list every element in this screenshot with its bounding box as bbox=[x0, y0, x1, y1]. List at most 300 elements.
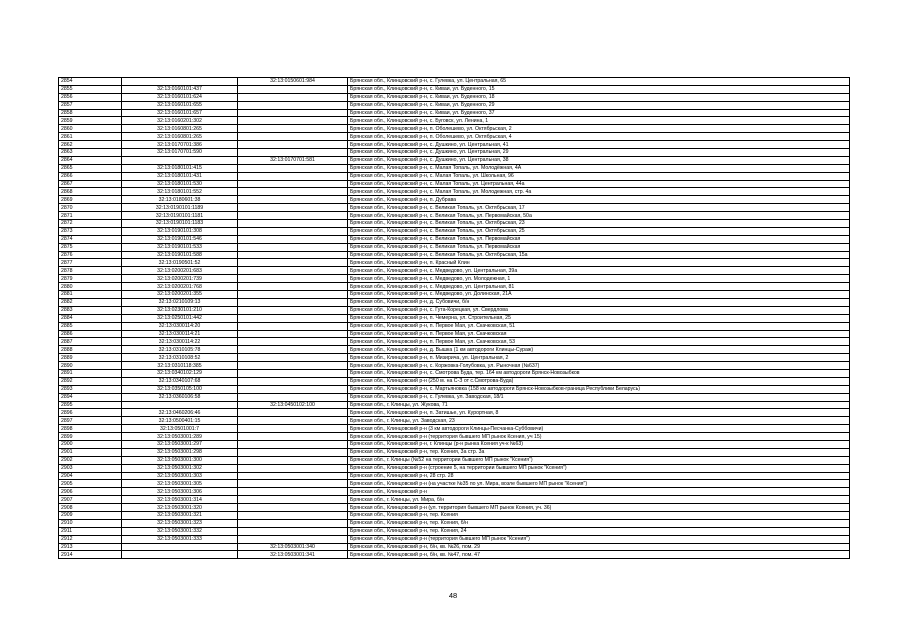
cadastral-number-alt-cell bbox=[238, 362, 348, 370]
table-row bbox=[59, 149, 850, 157]
cadastral-number-alt-cell bbox=[238, 227, 348, 235]
row-number-cell: 2857 bbox=[59, 101, 122, 109]
row-number-cell: 2861 bbox=[59, 133, 122, 141]
table-row bbox=[59, 322, 850, 330]
cadastral-number-cell: 32:13:0180101:552 bbox=[122, 188, 238, 196]
table-row bbox=[59, 188, 850, 196]
cadastral-number-cell bbox=[122, 551, 238, 559]
table-row bbox=[59, 417, 850, 425]
row-number-cell: 2909 bbox=[59, 511, 122, 519]
address-cell: Брянская обл., Клинцовский р-н, с. Медведово, ул. Молодежная, 1 bbox=[348, 275, 850, 283]
row-number-cell: 2885 bbox=[59, 322, 122, 330]
cadastral-number-alt-cell bbox=[238, 283, 348, 291]
cadastral-number-alt-cell bbox=[238, 306, 348, 314]
row-number-cell: 2896 bbox=[59, 409, 122, 417]
table-row bbox=[59, 235, 850, 243]
cadastral-number-cell: 32:13:0160801:265 bbox=[122, 125, 238, 133]
address-cell: Брянская обл., Клинцовский р-н (3 км автодороги Клинцы-Песчанка-Суббовичи) bbox=[348, 425, 850, 433]
row-number-cell: 2904 bbox=[59, 472, 122, 480]
cadastral-number-cell: 32:13:0190101:1183 bbox=[122, 220, 238, 228]
cadastral-number-alt-cell bbox=[238, 480, 348, 488]
page-number: 48 bbox=[448, 591, 458, 600]
table-row bbox=[59, 125, 850, 133]
cadastral-number-alt-cell bbox=[238, 433, 348, 441]
table-row bbox=[59, 535, 850, 543]
row-number-cell: 2860 bbox=[59, 125, 122, 133]
row-number-cell: 2889 bbox=[59, 354, 122, 362]
cadastral-number-cell: 32:13:0230101:210 bbox=[122, 306, 238, 314]
cadastral-number-alt-cell bbox=[238, 93, 348, 101]
cadastral-number-alt-cell bbox=[238, 133, 348, 141]
cadastral-number-cell: 32:13:0503001:320 bbox=[122, 504, 238, 512]
cadastral-number-cell bbox=[122, 401, 238, 409]
table-row bbox=[59, 212, 850, 220]
table-row bbox=[59, 243, 850, 251]
table-row bbox=[59, 251, 850, 259]
address-cell: Брянская обл., Клинцовский р-н, с. Душкино, ул. Центральная, 29 bbox=[348, 149, 850, 157]
cadastral-number-cell: 32:13:0340107:68 bbox=[122, 377, 238, 385]
cadastral-number-alt-cell bbox=[238, 464, 348, 472]
cadastral-number-alt-cell: 32:13:0503001:341 bbox=[238, 551, 348, 559]
row-number-cell: 2871 bbox=[59, 212, 122, 220]
cadastral-number-alt-cell bbox=[238, 535, 348, 543]
table-row bbox=[59, 330, 850, 338]
table-row bbox=[59, 180, 850, 188]
address-cell: Брянская обл., Клинцовский р-н, с. Медведово, ул. Долинская, 21А bbox=[348, 291, 850, 299]
table-row bbox=[59, 172, 850, 180]
table-row bbox=[59, 519, 850, 527]
cadastral-number-alt-cell bbox=[238, 330, 348, 338]
table-row bbox=[59, 401, 850, 409]
row-number-cell: 2876 bbox=[59, 251, 122, 259]
row-number-cell: 2866 bbox=[59, 172, 122, 180]
address-cell: Брянская обл., Клинцовский р-н, тер. Ксения bbox=[348, 511, 850, 519]
cadastral-number-alt-cell bbox=[238, 212, 348, 220]
cadastral-number-cell: 32:13:0160801:265 bbox=[122, 133, 238, 141]
cadastral-number-cell: 32:13:0503001:303 bbox=[122, 472, 238, 480]
address-cell: Брянская обл., Клинцовский р-н, д. Вышка (1 км автодороги Клинцы-Сураж) bbox=[348, 346, 850, 354]
row-number-cell: 2900 bbox=[59, 440, 122, 448]
cadastral-number-alt-cell bbox=[238, 354, 348, 362]
row-number-cell: 2864 bbox=[59, 156, 122, 164]
cadastral-number-cell: 32:13:0190101:588 bbox=[122, 251, 238, 259]
address-cell: Брянская обл., г. Клинцы, ул. Заводская, 23 bbox=[348, 417, 850, 425]
table-row bbox=[59, 440, 850, 448]
cadastral-number-alt-cell bbox=[238, 275, 348, 283]
cadastral-number-cell: 32:13:0190101:546 bbox=[122, 235, 238, 243]
row-number-cell: 2894 bbox=[59, 393, 122, 401]
table-row bbox=[59, 133, 850, 141]
address-cell: Брянская обл., Клинцовский р-н, тер. Ксения, б/н bbox=[348, 519, 850, 527]
table-row bbox=[59, 78, 850, 86]
cadastral-number-cell: 32:13:0503001:305 bbox=[122, 480, 238, 488]
table-row bbox=[59, 480, 850, 488]
address-cell: Брянская обл., Клинцовский р-н, п. Оболешево, ул. Октябрьская, 2 bbox=[348, 125, 850, 133]
row-number-cell: 2893 bbox=[59, 385, 122, 393]
address-cell: Брянская обл., Клинцовский р-н (строение 5, на территории бывшего МП рынок "Ксения") bbox=[348, 464, 850, 472]
cadastral-number-alt-cell bbox=[238, 243, 348, 251]
address-cell: Брянская обл., Клинцовский р-н, с. Великая Топаль, ул. Октябрьская, 15а bbox=[348, 251, 850, 259]
cadastral-number-cell: 32:13:0190101:1181 bbox=[122, 212, 238, 220]
cadastral-number-cell: 32:13:0300114:21 bbox=[122, 330, 238, 338]
cadastral-number-alt-cell bbox=[238, 377, 348, 385]
address-cell: Брянская обл., Клинцовский р-н, с. Душкино, ул. Центральная, 38 bbox=[348, 156, 850, 164]
table-row bbox=[59, 314, 850, 322]
address-cell: Брянская обл., Клинцовский р-н, с. Малая Топаль, ул. Центральная, 44а bbox=[348, 180, 850, 188]
row-number-cell: 2868 bbox=[59, 188, 122, 196]
cadastral-number-cell: 32:13:0360106:58 bbox=[122, 393, 238, 401]
row-number-cell: 2859 bbox=[59, 117, 122, 125]
address-cell: Брянская обл., Клинцовский р-н, с. Великая Топаль, ул. Октябрьская, 23 bbox=[348, 220, 850, 228]
cadastral-number-alt-cell bbox=[238, 101, 348, 109]
cadastral-number-cell: 32:13:0170701:590 bbox=[122, 149, 238, 157]
row-number-cell: 2898 bbox=[59, 425, 122, 433]
address-cell: Брянская обл., Клинцовский р-н, п. Первое Мая, ул. Скачковская, 51 bbox=[348, 322, 850, 330]
row-number-cell: 2865 bbox=[59, 164, 122, 172]
cadastral-number-alt-cell bbox=[238, 417, 348, 425]
row-number-cell: 2869 bbox=[59, 196, 122, 204]
cadastral-number-cell: 32:13:0160101:624 bbox=[122, 93, 238, 101]
cadastral-number-alt-cell bbox=[238, 314, 348, 322]
table-row bbox=[59, 259, 850, 267]
table-row bbox=[59, 527, 850, 535]
row-number-cell: 2908 bbox=[59, 504, 122, 512]
table-row bbox=[59, 425, 850, 433]
cadastral-number-cell: 32:13:0180101:415 bbox=[122, 164, 238, 172]
row-number-cell: 2875 bbox=[59, 243, 122, 251]
address-cell: Брянская обл., Клинцовский р-н, п. Затишье, ул. Курортная, 8 bbox=[348, 409, 850, 417]
cadastral-number-cell: 32:13:0503001:300 bbox=[122, 456, 238, 464]
cadastral-number-cell: 32:13:0190101:533 bbox=[122, 243, 238, 251]
row-number-cell: 2863 bbox=[59, 149, 122, 157]
cadastral-number-cell: 32:13:0250101:442 bbox=[122, 314, 238, 322]
cadastral-number-cell: 32:13:0503001:306 bbox=[122, 488, 238, 496]
cadastral-number-cell bbox=[122, 543, 238, 551]
row-number-cell: 2882 bbox=[59, 298, 122, 306]
cadastral-number-alt-cell bbox=[238, 109, 348, 117]
row-number-cell: 2902 bbox=[59, 456, 122, 464]
row-number-cell: 2903 bbox=[59, 464, 122, 472]
table-row bbox=[59, 267, 850, 275]
table-row bbox=[59, 551, 850, 559]
cadastral-number-cell: 32:13:0350105:100 bbox=[122, 385, 238, 393]
address-cell: Брянская обл., Клинцовский р-н (территория бывшего МП рынок "Ксения") bbox=[348, 535, 850, 543]
address-cell: Брянская обл., Клинцовский р-н, с. Коржовка-Голубовка, ул. Рыночная (№637) bbox=[348, 362, 850, 370]
row-number-cell: 2883 bbox=[59, 306, 122, 314]
table-row bbox=[59, 504, 850, 512]
row-number-cell: 2914 bbox=[59, 551, 122, 559]
address-cell: Брянская обл., Клинцовский р-н bbox=[348, 488, 850, 496]
table-row bbox=[59, 488, 850, 496]
cadastral-number-cell bbox=[122, 78, 238, 86]
table-row bbox=[59, 511, 850, 519]
address-cell: Брянская обл., Клинцовский р-н, с. Малая Топаль, ул. Школьная, 96 bbox=[348, 172, 850, 180]
address-cell: Брянская обл., Клинцовский р-н, с. Медведово, ул. Центральная, 81 bbox=[348, 283, 850, 291]
row-number-cell: 2880 bbox=[59, 283, 122, 291]
address-cell: Брянская обл., Клинцовский р-н, с. Малая Топаль, ул. Молодёжная, 4А bbox=[348, 164, 850, 172]
row-number-cell: 2886 bbox=[59, 330, 122, 338]
row-number-cell: 2877 bbox=[59, 259, 122, 267]
cadastral-number-cell: 32:13:0190101:1189 bbox=[122, 204, 238, 212]
cadastral-number-cell: 32:13:0190101:308 bbox=[122, 227, 238, 235]
address-cell: Брянская обл., Клинцовский р-н, с. Киваи, ул. Буденного, 15 bbox=[348, 85, 850, 93]
cadastral-number-cell: 32:13:0503001:314 bbox=[122, 496, 238, 504]
cadastral-number-alt-cell bbox=[238, 425, 348, 433]
address-cell: Брянская обл., Клинцовский р-н, с. Великая Топаль, ул. Октябрьская, 25 bbox=[348, 227, 850, 235]
address-cell: Брянская обл., Клинцовский р-н, п. Дубрава bbox=[348, 196, 850, 204]
address-cell: Брянская обл., Клинцовский р-н, с. Киваи, ул. Буденного, 18 bbox=[348, 93, 850, 101]
row-number-cell: 2890 bbox=[59, 362, 122, 370]
address-cell: Брянская обл., Клинцовский р-н, б/н, кв. №47, пом. 47 bbox=[348, 551, 850, 559]
cadastral-number-alt-cell bbox=[238, 220, 348, 228]
table-row bbox=[59, 156, 850, 164]
cadastral-number-alt-cell bbox=[238, 164, 348, 172]
address-cell: Брянская обл., Клинцовский р-н, г. Клинцы (р-н рынка Ксения уч-к №63) bbox=[348, 440, 850, 448]
cadastral-number-alt-cell bbox=[238, 267, 348, 275]
table-row bbox=[59, 93, 850, 101]
cadastral-number-cell: 32:13:0200201:768 bbox=[122, 283, 238, 291]
row-number-cell: 2910 bbox=[59, 519, 122, 527]
row-number-cell: 2874 bbox=[59, 235, 122, 243]
address-cell: Брянская обл., Клинцовский р-н, с. Великая Топаль, ул. Первомайская, 50а bbox=[348, 212, 850, 220]
table-row bbox=[59, 433, 850, 441]
cadastral-number-alt-cell bbox=[238, 235, 348, 243]
table-row bbox=[59, 275, 850, 283]
row-number-cell: 2881 bbox=[59, 291, 122, 299]
row-number-cell: 2884 bbox=[59, 314, 122, 322]
cadastral-number-cell: 32:13:0200201:739 bbox=[122, 275, 238, 283]
cadastral-number-alt-cell: 32:13:0503001:340 bbox=[238, 543, 348, 551]
address-cell: Брянская обл., г. Клинцы (№52 на территории бывшего МП рынок "Ксения") bbox=[348, 456, 850, 464]
table-row bbox=[59, 362, 850, 370]
cadastral-number-alt-cell: 32:13:0170701:581 bbox=[238, 156, 348, 164]
row-number-cell: 2873 bbox=[59, 227, 122, 235]
row-number-cell: 2905 bbox=[59, 480, 122, 488]
table-row bbox=[59, 141, 850, 149]
cadastral-number-alt-cell bbox=[238, 472, 348, 480]
cadastral-number-alt-cell bbox=[238, 393, 348, 401]
address-cell: Брянская обл., Клинцовский р-н, с. Гулевка, ул. Центральная, 65 bbox=[348, 78, 850, 86]
table-row bbox=[59, 543, 850, 551]
cadastral-number-alt-cell bbox=[238, 298, 348, 306]
address-cell: Брянская обл., Клинцовский р-н, п. Первое Мая, ул. Скачковская bbox=[348, 330, 850, 338]
cadastral-number-cell: 32:13:0503001:297 bbox=[122, 440, 238, 448]
address-cell: Брянская обл., Клинцовский р-н, с. Великая Топаль, ул. Первомайская bbox=[348, 243, 850, 251]
cadastral-number-cell: 32:13:0200201:355 bbox=[122, 291, 238, 299]
cadastral-number-alt-cell bbox=[238, 172, 348, 180]
cadastral-number-alt-cell bbox=[238, 204, 348, 212]
cadastral-number-alt-cell bbox=[238, 338, 348, 346]
address-cell: Брянская обл., Клинцовский р-н, с. Гулевка, ул. Заводская, 18/1 bbox=[348, 393, 850, 401]
cadastral-number-alt-cell bbox=[238, 385, 348, 393]
cadastral-number-cell: 32:13:0180101:431 bbox=[122, 172, 238, 180]
cadastral-number-cell: 32:13:0160101:657 bbox=[122, 109, 238, 117]
address-cell: Брянская обл., Клинцовский р-н, п. Оболешево, ул. Октябрьская, 4 bbox=[348, 133, 850, 141]
cadastral-number-cell bbox=[122, 156, 238, 164]
table-row bbox=[59, 204, 850, 212]
address-cell: Брянская обл., Клинцовский р-н, с. Великая Топаль, ул. Октябрьская, 17 bbox=[348, 204, 850, 212]
cadastral-number-alt-cell bbox=[238, 149, 348, 157]
table-row bbox=[59, 117, 850, 125]
address-cell: Брянская обл., Клинцовский р-н, с. Медведово, ул. Центральная, 39а bbox=[348, 267, 850, 275]
table-row bbox=[59, 109, 850, 117]
row-number-cell: 2862 bbox=[59, 141, 122, 149]
address-cell: Брянская обл., Клинцовский р-н, с. Мартьяновка (158 км автодороги Брянск-Новозыбков-граница Республики Беларусь) bbox=[348, 385, 850, 393]
address-cell: Брянская обл., Клинцовский р-н, с. Буговск, ул. Ленина, 1 bbox=[348, 117, 850, 125]
address-cell: Брянская обл., Клинцовский р-н, с. Гута-Корецкая, ул. Свердлова bbox=[348, 306, 850, 314]
row-number-cell: 2872 bbox=[59, 220, 122, 228]
row-number-cell: 2907 bbox=[59, 496, 122, 504]
cadastral-number-alt-cell bbox=[238, 196, 348, 204]
table-row bbox=[59, 456, 850, 464]
row-number-cell: 2897 bbox=[59, 417, 122, 425]
address-cell: Брянская обл., Клинцовский р-н (ул. территория бывшего МП рынок Ксения, уч. 36) bbox=[348, 504, 850, 512]
address-cell: Брянская обл., Клинцовский р-н, с. Душкино, ул. Центральная, 41 bbox=[348, 141, 850, 149]
cadastral-number-alt-cell bbox=[238, 125, 348, 133]
cadastral-number-cell: 32:13:0503001:321 bbox=[122, 511, 238, 519]
table-row bbox=[59, 85, 850, 93]
cadastral-number-cell: 32:13:0300114:22 bbox=[122, 338, 238, 346]
cadastral-number-alt-cell bbox=[238, 180, 348, 188]
cadastral-number-cell: 32:13:0190501:52 bbox=[122, 259, 238, 267]
cadastral-number-alt-cell bbox=[238, 511, 348, 519]
address-cell: Брянская обл., Клинцовский р-н, с. Киваи, ул. Буденного, 37 bbox=[348, 109, 850, 117]
row-number-cell: 2879 bbox=[59, 275, 122, 283]
table-row bbox=[59, 196, 850, 204]
address-cell: Брянская обл., Клинцовский р-н, тер. Ксения, 24 bbox=[348, 527, 850, 535]
table-row bbox=[59, 369, 850, 377]
table-row bbox=[59, 464, 850, 472]
cadastral-number-alt-cell bbox=[238, 448, 348, 456]
row-number-cell: 2899 bbox=[59, 433, 122, 441]
cadastral-number-alt-cell bbox=[238, 496, 348, 504]
cadastral-number-alt-cell bbox=[238, 527, 348, 535]
row-number-cell: 2887 bbox=[59, 338, 122, 346]
cadastral-number-cell: 32:13:0200201:683 bbox=[122, 267, 238, 275]
row-number-cell: 2867 bbox=[59, 180, 122, 188]
registry-table bbox=[58, 77, 850, 559]
row-number-cell: 2892 bbox=[59, 377, 122, 385]
address-cell: Брянская обл., Клинцовский р-н, с. Смотрова Буда, тер. 164 км автодороги Брянск-Новозыбков bbox=[348, 369, 850, 377]
cadastral-number-alt-cell bbox=[238, 369, 348, 377]
table-row bbox=[59, 291, 850, 299]
cadastral-number-alt-cell bbox=[238, 85, 348, 93]
cadastral-number-cell: 32:13:0500401:15 bbox=[122, 417, 238, 425]
address-cell: Брянская обл., Клинцовский р-н, д. Субовичи, б/н bbox=[348, 298, 850, 306]
cadastral-number-alt-cell bbox=[238, 456, 348, 464]
row-number-cell: 2854 bbox=[59, 78, 122, 86]
cadastral-number-alt-cell: 32:13:0450102:100 bbox=[238, 401, 348, 409]
cadastral-number-cell: 32:13:0310118:385 bbox=[122, 362, 238, 370]
cadastral-number-cell: 32:13:0503001:298 bbox=[122, 448, 238, 456]
table-row bbox=[59, 220, 850, 228]
table-row bbox=[59, 448, 850, 456]
table-row bbox=[59, 377, 850, 385]
address-cell: Брянская обл., Клинцовский р-н, с. Малая Топаль, ул. Молодежная, стр. 4а bbox=[348, 188, 850, 196]
table-row bbox=[59, 164, 850, 172]
cadastral-number-cell: 32:13:0503001:302 bbox=[122, 464, 238, 472]
cadastral-number-cell: 32:13:0503001:289 bbox=[122, 433, 238, 441]
cadastral-number-cell: 32:13:0503001:333 bbox=[122, 535, 238, 543]
row-number-cell: 2878 bbox=[59, 267, 122, 275]
row-number-cell: 2856 bbox=[59, 93, 122, 101]
cadastral-number-cell: 32:13:0310105:78 bbox=[122, 346, 238, 354]
cadastral-number-cell: 32:13:0300114:20 bbox=[122, 322, 238, 330]
table-row bbox=[59, 306, 850, 314]
cadastral-number-cell: 32:13:0460206:46 bbox=[122, 409, 238, 417]
row-number-cell: 2906 bbox=[59, 488, 122, 496]
row-number-cell: 2911 bbox=[59, 527, 122, 535]
table-row bbox=[59, 298, 850, 306]
cadastral-number-cell: 32:13:0180101:530 bbox=[122, 180, 238, 188]
table-row bbox=[59, 227, 850, 235]
cadastral-number-cell: 32:13:0160101:655 bbox=[122, 101, 238, 109]
cadastral-number-alt-cell bbox=[238, 409, 348, 417]
address-cell: Брянская обл., Клинцовский р-н, п. Красный Клин bbox=[348, 259, 850, 267]
cadastral-number-alt-cell bbox=[238, 440, 348, 448]
table-row bbox=[59, 354, 850, 362]
cadastral-number-alt-cell bbox=[238, 188, 348, 196]
registry-table-body bbox=[59, 78, 850, 559]
table-row bbox=[59, 472, 850, 480]
cadastral-number-alt-cell bbox=[238, 504, 348, 512]
address-cell: Брянская обл., Клинцовский р-н (территория бывшего МП рынок Ксения, уч 15) bbox=[348, 433, 850, 441]
cadastral-number-cell: 32:13:0503001:332 bbox=[122, 527, 238, 535]
address-cell: Брянская обл., г. Клинцы, ул. Мира, б/н bbox=[348, 496, 850, 504]
table-row bbox=[59, 496, 850, 504]
address-cell: Брянская обл., Клинцовский р-н, п. Чемерна, ул. Строительная, 25 bbox=[348, 314, 850, 322]
cadastral-number-alt-cell bbox=[238, 322, 348, 330]
cadastral-number-alt-cell bbox=[238, 291, 348, 299]
cadastral-number-cell: 32:13:0160201:302 bbox=[122, 117, 238, 125]
address-cell: Брянская обл., Клинцовский р-н (на участке №35 по ул. Мира, возле бывшего МП рынок "Ксения") bbox=[348, 480, 850, 488]
address-cell: Брянская обл., Клинцовский р-н, п. Первое Мая, ул. Скачковская, 53 bbox=[348, 338, 850, 346]
cadastral-number-alt-cell bbox=[238, 141, 348, 149]
table-row bbox=[59, 385, 850, 393]
cadastral-number-cell: 32:13:0180601:38 bbox=[122, 196, 238, 204]
table-row bbox=[59, 101, 850, 109]
cadastral-number-cell: 32:13:0503001:323 bbox=[122, 519, 238, 527]
row-number-cell: 2913 bbox=[59, 543, 122, 551]
address-cell: Брянская обл., Клинцовский р-н, с. Киваи, ул. Буденного, 29 bbox=[348, 101, 850, 109]
row-number-cell: 2870 bbox=[59, 204, 122, 212]
row-number-cell: 2895 bbox=[59, 401, 122, 409]
cadastral-number-alt-cell bbox=[238, 259, 348, 267]
table-row bbox=[59, 338, 850, 346]
cadastral-number-alt-cell: 32:13:0150601:984 bbox=[238, 78, 348, 86]
address-cell: Брянская обл., Клинцовский р-н (250 м. на С-З от с.Смотрова-Буда) bbox=[348, 377, 850, 385]
address-cell: Брянская обл., Клинцовский р-н, б/н, кв. №26, пом. 29 bbox=[348, 543, 850, 551]
address-cell: Брянская обл., Клинцовский р-н, 28 стр. 28 bbox=[348, 472, 850, 480]
row-number-cell: 2901 bbox=[59, 448, 122, 456]
address-cell: Брянская обл., Клинцовский р-н, п. Мизирича, ул. Центральная, 2 bbox=[348, 354, 850, 362]
table-row bbox=[59, 283, 850, 291]
address-cell: Брянская обл., Клинцовский р-н, тер. Ксения, 3а стр. 3а bbox=[348, 448, 850, 456]
cadastral-number-cell: 32:13:0210109:13 bbox=[122, 298, 238, 306]
address-cell: Брянская обл., г. Клинцы, ул. Жукова, 71 bbox=[348, 401, 850, 409]
table-row bbox=[59, 409, 850, 417]
cadastral-number-cell: 32:13:0310108:52 bbox=[122, 354, 238, 362]
cadastral-number-alt-cell bbox=[238, 488, 348, 496]
cadastral-number-alt-cell bbox=[238, 346, 348, 354]
cadastral-number-alt-cell bbox=[238, 519, 348, 527]
cadastral-number-alt-cell bbox=[238, 251, 348, 259]
table-row bbox=[59, 393, 850, 401]
table-row bbox=[59, 346, 850, 354]
row-number-cell: 2891 bbox=[59, 369, 122, 377]
row-number-cell: 2855 bbox=[59, 85, 122, 93]
row-number-cell: 2888 bbox=[59, 346, 122, 354]
